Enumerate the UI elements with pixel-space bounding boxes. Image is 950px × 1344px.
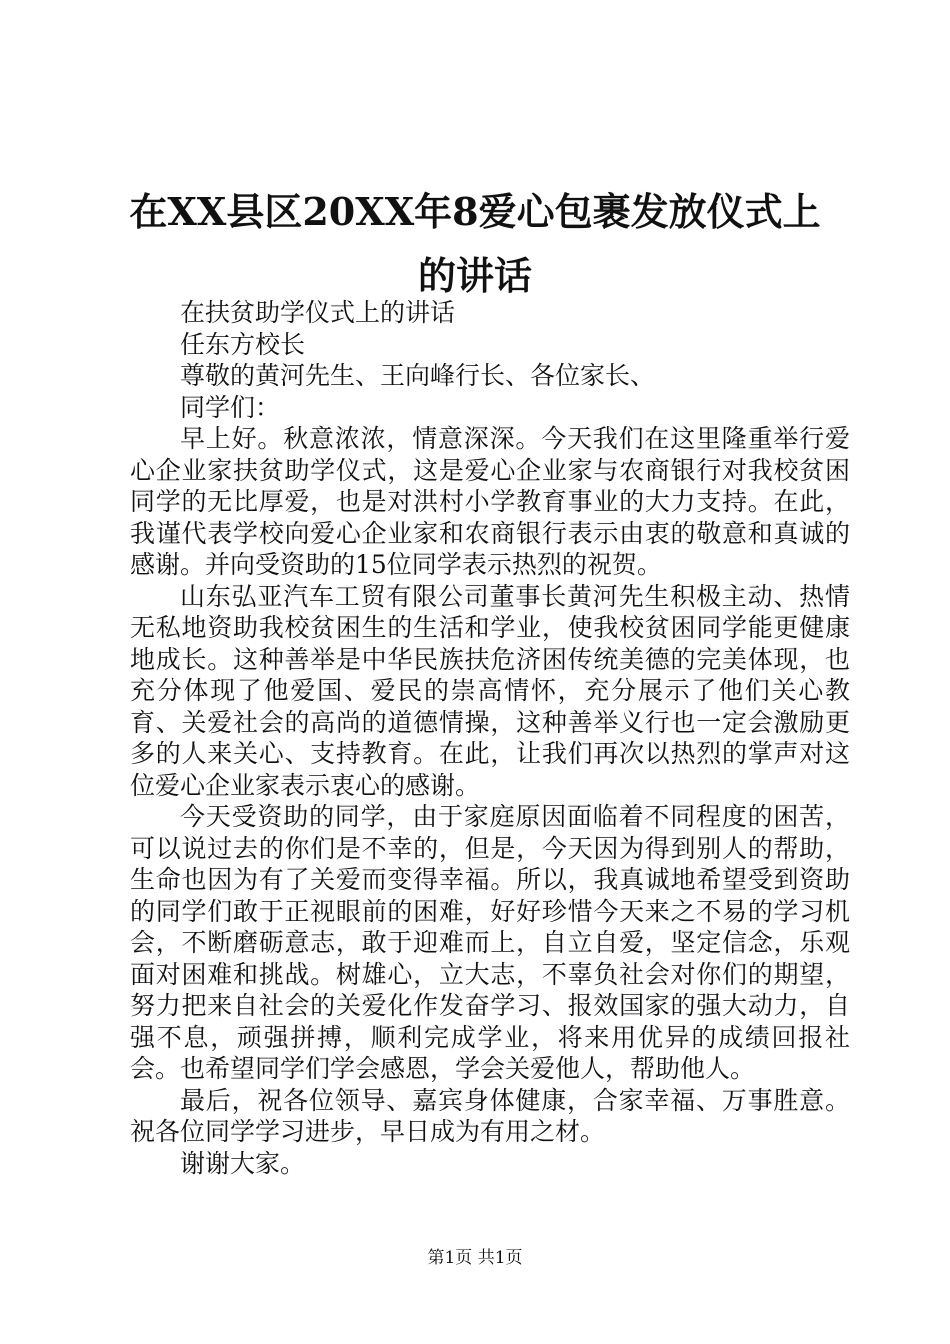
paragraph-speaker: 任东方校长 <box>180 329 306 359</box>
paragraph-donor-thanks: 山东弘亚汽车工贸有限公司董事长黄河先生积极主动、热情无私地资助我校贫困生的生活和学业，使我校贫困同学能更健康地成长。这种善举是中华民族扶危济困传统美德的完美体现，也充分体现了他爱国、爱民的崇高情怀，充分展示了他们关心教育、关爱社会的高尚的道德情操，这种善举义行也一定会激励更多的人来关心、支持教育。在此，让我们再次以热烈的掌声对这位爱心企业家表示衷心的感谢。 <box>130 581 850 800</box>
paragraph-speech-heading: 在扶贫助学仪式上的讲话 <box>180 298 456 327</box>
paragraph-thanks: 谢谢大家。 <box>180 1148 306 1178</box>
paragraph-salutation: 尊敬的黄河先生、王向峰行长、各位家长、 <box>180 361 656 390</box>
paragraph-closing: 最后，祝各位领导、嘉宾身体健康，合家幸福、万事胜意。祝各位同学学习进步，早日成为有用之材。 <box>130 1085 850 1146</box>
page-footer: 第1页 共1页 <box>427 1248 523 1268</box>
paragraph-greeting: 早上好。秋意浓浓，情意深深。今天我们在这里隆重举行爱心企业家扶贫助学仪式，这是爱心企业家与农商银行对我校贫困同学的无比厚爱，也是对洪村小学教育事业的大力支持。在此，我谨代表学校向爱心企业家和农商银行表示由衷的敬意和真诚的感谢。并向受资助的15位同学表示热烈的祝贺。 <box>130 424 850 579</box>
paragraph-student-wishes: 今天受资助的同学，由于家庭原因面临着不同程度的困苦，可以说过去的你们是不幸的，但是，今天因为得到别人的帮助，生命也因为有了关爱而变得幸福。所以，我真诚地希望受到资助的同学们敢于正视眼前的困难，好好珍惜今天来之不易的学习机会，不断磨砺意志，敢于迎难而上，自立自爱，坚定信念，乐观面对困难和挑战。树雄心，立大志，不辜负社会对你们的期望，努力把来自社会的关爱化作发奋学习、报效国家的强大动力，自强不息，顽强拼搏，顺利完成学业，将来用优异的成绩回报社会。也希望同学们学会感恩，学会关爱他人，帮助他人。 <box>130 802 850 1083</box>
paragraph-salutation-students: 同学们： <box>180 392 281 422</box>
document-body <box>130 297 850 1179</box>
document-title: 在XX县区20XX年8爱心包裹发放仪式上的讲话 <box>129 189 821 298</box>
